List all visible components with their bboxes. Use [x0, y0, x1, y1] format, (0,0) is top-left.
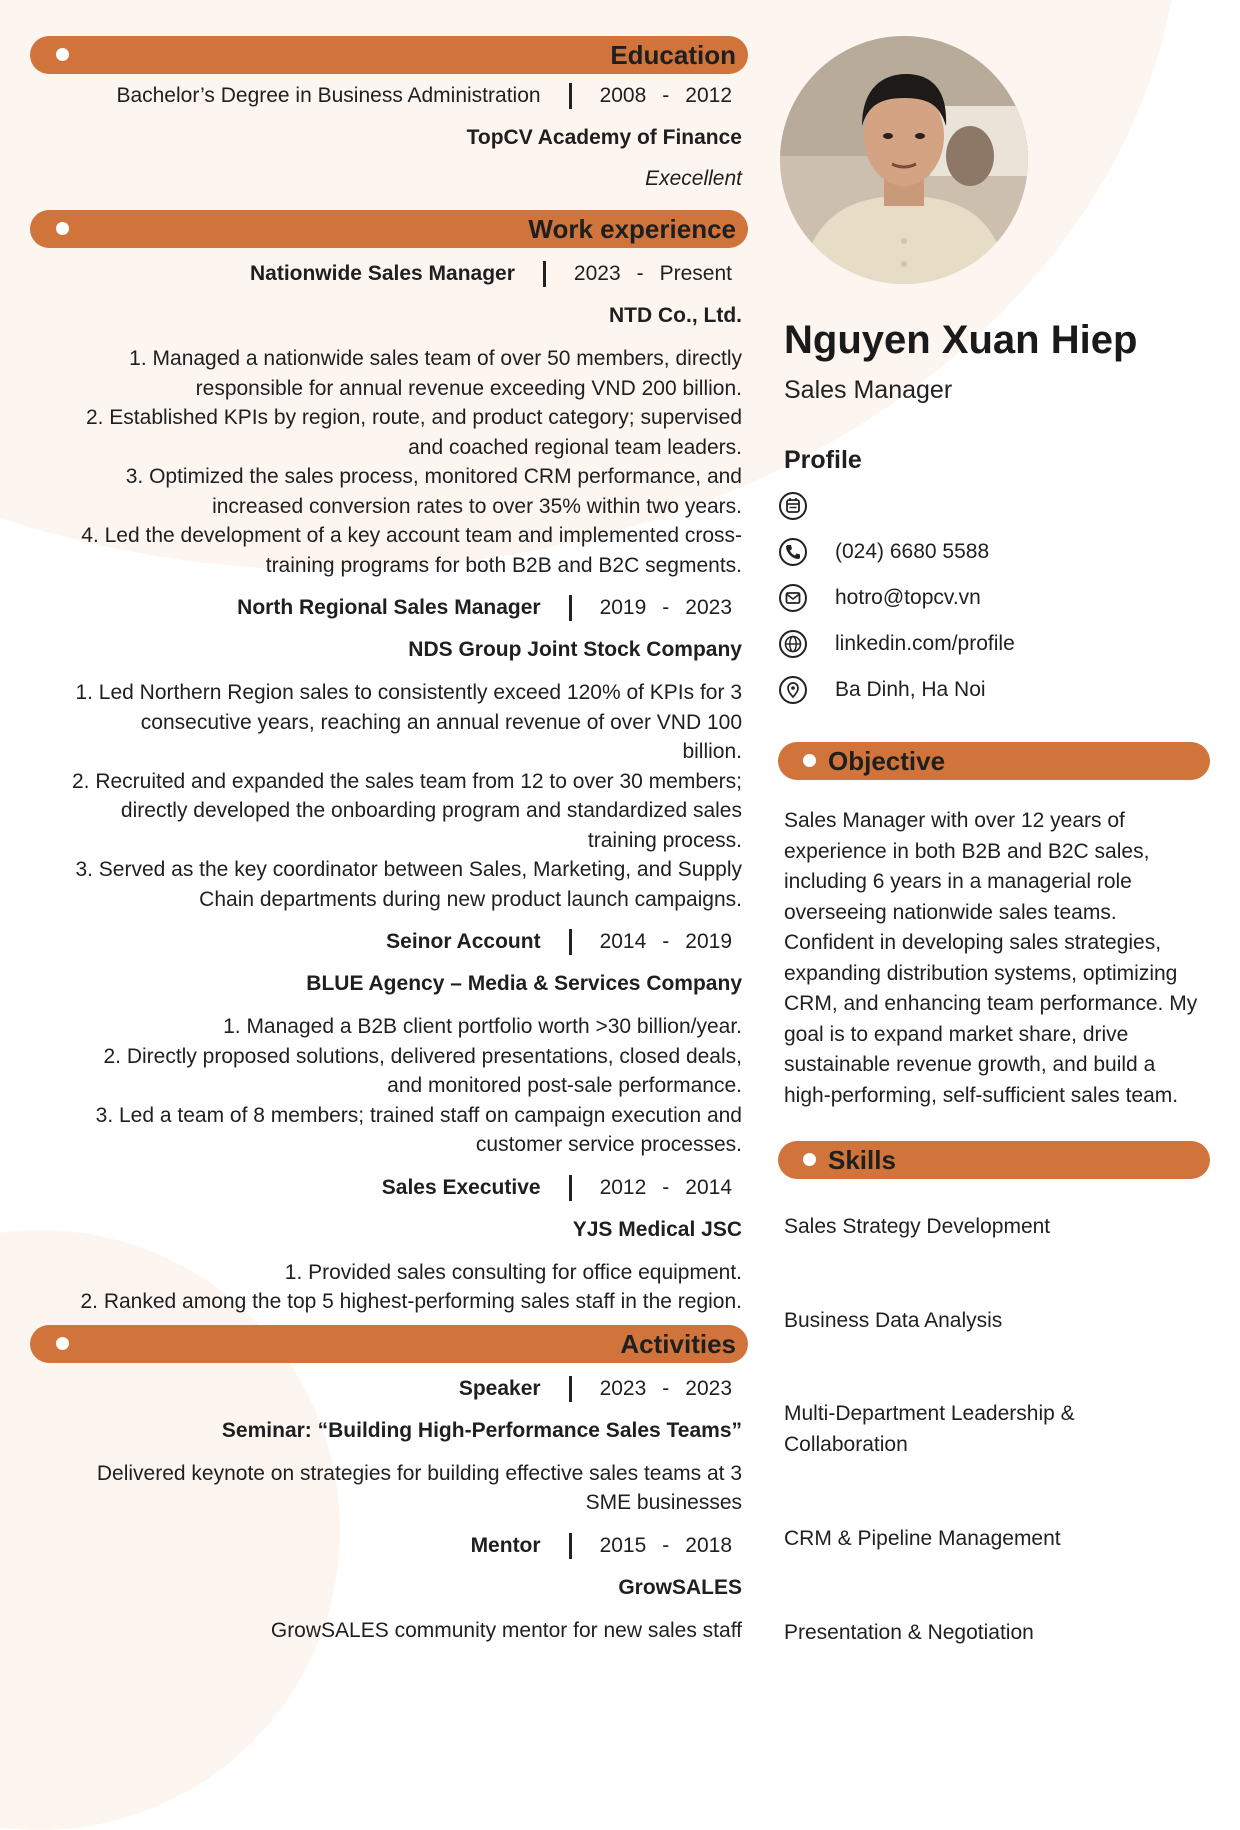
job-role: Nationwide Sales Manager — [249, 262, 515, 285]
activity-end: 2018 — [685, 1533, 732, 1557]
education-header: Bachelor’s Degree in Business Administration 2008 - 2012 — [116, 84, 732, 107]
skill-item: Business Data Analysis — [784, 1309, 1003, 1332]
job-start: 2023 — [573, 262, 621, 285]
contact-website — [778, 624, 1198, 664]
section-title-activities: Activities — [620, 1328, 736, 1359]
contact-text: (024) 6680 5588 — [835, 540, 990, 563]
section-bar-skills — [778, 1141, 1210, 1179]
separator — [569, 1376, 572, 1402]
desc-line: 1. Provided sales consulting for office equipment. — [284, 1260, 742, 1284]
desc-line: training process. — [587, 828, 742, 852]
desc-line: 2. Established KPIs by region, route, and product category; supervised — [85, 406, 742, 429]
contact-text: hotro@topcv.vn — [835, 586, 981, 609]
profile-photo-image — [780, 36, 1028, 284]
location-pin-icon — [778, 675, 808, 705]
education-end: 2012 — [685, 84, 732, 107]
job-description — [30, 678, 748, 914]
job-role: Sales Executive — [381, 1175, 541, 1199]
desc-line: 1. Managed a nationwide sales team of over 50 members, directly — [129, 347, 742, 370]
bullet-dot-icon — [803, 1153, 816, 1166]
degree: Bachelor’s Degree in Business Administration — [116, 84, 541, 107]
desc-line: responsible for annual revenue exceeding VND 200 billion. — [195, 376, 742, 400]
bullet-dot-icon — [56, 48, 69, 61]
desc-line: 1. Led Northern Region sales to consistently exceed 120% of KPIs for 3 — [75, 681, 742, 704]
candidate-name: Nguyen Xuan Hiep — [784, 318, 1138, 362]
desc-line: 1. Managed a B2B client portfolio worth >30 billion/year. — [223, 1015, 742, 1038]
activity-description — [30, 1459, 748, 1518]
activity-role: Mentor — [470, 1533, 541, 1557]
activity-org: GrowSALES — [618, 1575, 742, 1599]
desc-line: customer service processes. — [475, 1133, 742, 1156]
job-end: 2014 — [685, 1175, 732, 1199]
desc-line: 3. Optimized the sales process, monitored CRM performance, and — [125, 465, 742, 488]
section-title-skills: Skills — [828, 1145, 896, 1175]
contact-email — [778, 578, 1198, 618]
job-description — [30, 1012, 748, 1160]
activity-header: Speaker 2023 - 2023 — [458, 1376, 732, 1400]
profile-heading: Profile — [784, 446, 862, 474]
job-end: 2023 — [685, 596, 732, 619]
separator — [569, 1533, 572, 1559]
bullet-dot-icon — [56, 1337, 69, 1350]
desc-line: consecutive years, reaching an annual revenue of over VND 100 — [140, 710, 742, 734]
activity-end: 2023 — [685, 1376, 732, 1400]
left-column — [30, 36, 748, 1653]
job-company: NTD Co., Ltd. — [609, 304, 742, 327]
desc-line: 2. Directly proposed solutions, delivered presentations, closed deals, — [103, 1044, 742, 1068]
separator — [569, 595, 572, 621]
desc-line: Chain departments during new product launch campaigns. — [199, 887, 742, 911]
education-start: 2008 — [599, 84, 647, 107]
activity-org: Seminar: “Building High-Performance Sales Teams” — [221, 1418, 742, 1442]
separator — [569, 83, 572, 109]
section-title-objective: Objective — [828, 746, 946, 776]
phone-icon — [778, 537, 808, 567]
desc-line: SME businesses — [585, 1491, 742, 1514]
skill-item: Sales Strategy Development — [784, 1215, 1051, 1238]
job-description — [30, 344, 748, 580]
bullet-dot-icon — [803, 754, 816, 767]
section-title-education: Education — [610, 40, 736, 70]
desc-line: 3. Served as the key coordinator between Sales, Marketing, and Supply — [75, 858, 742, 881]
desc-line: Delivered keynote on strategies for building effective sales teams at 3 — [96, 1461, 742, 1485]
desc-line: GrowSALES community mentor for new sales staff — [270, 1618, 742, 1642]
job-description — [30, 1258, 748, 1317]
section-title-work: Work experience — [528, 214, 736, 244]
desc-line: training programs for both B2B and B2C segments. — [265, 553, 742, 577]
desc-line: and monitored post-sale performance. — [387, 1074, 742, 1097]
activity-header: Mentor 2015 - 2018 — [470, 1533, 732, 1557]
contact-address — [778, 670, 1198, 710]
desc-line: 2. Ranked among the top 5 highest-performing sales staff in the region. — [80, 1290, 742, 1313]
education-grade: Execellent — [645, 167, 742, 190]
bullet-dot-icon — [56, 222, 69, 235]
objective-text: Sales Manager with over 12 years of experience in both B2B and B2C sales, including 6 years in a managerial role overseeing nationwide sales teams. Confident in developing sales strategies, expanding distribution systems, optimizing CRM, and enhancing team performance. My goal is to expand market share, drive sustainable revenue growth, and build a high-performing, self-sufficient sales team. — [784, 809, 1198, 1107]
job-role: Seinor Account — [386, 930, 541, 953]
globe-icon — [778, 629, 808, 659]
contact-phone — [778, 532, 1198, 572]
separator — [569, 1175, 572, 1201]
job-company: BLUE Agency – Media & Services Company — [306, 972, 742, 995]
candidate-title: Sales Manager — [784, 376, 953, 404]
job-header: Seinor Account 2014 - 2019 — [386, 930, 732, 953]
desc-line: 2. Recruited and expanded the sales team from 12 to over 30 members; — [71, 769, 742, 793]
desc-line: increased conversion rates to over 35% within two years. — [212, 494, 742, 518]
job-end: Present — [659, 262, 732, 285]
job-company: NDS Group Joint Stock Company — [408, 638, 742, 661]
job-role: North Regional Sales Manager — [237, 596, 541, 619]
skill-item: Multi-Department Leadership & Collaboration — [784, 1402, 1075, 1456]
job-header: North Regional Sales Manager 2019 - 2023 — [237, 596, 732, 619]
skill-item: CRM & Pipeline Management — [784, 1527, 1061, 1550]
contact-text: linkedin.com/profile — [835, 632, 1015, 655]
section-bar-objective — [778, 742, 1210, 780]
desc-line: directly developed the onboarding program and standardized sales — [120, 799, 742, 822]
section-bar-education — [30, 36, 748, 74]
separator — [543, 261, 546, 287]
desc-line: billion. — [682, 740, 742, 763]
school-name: TopCV Academy of Finance — [466, 126, 742, 149]
separator — [569, 929, 572, 955]
job-end: 2019 — [685, 930, 732, 953]
desc-line: 4. Led the development of a key account team and implemented cross- — [81, 524, 742, 547]
skill-item: Presentation & Negotiation — [784, 1621, 1034, 1644]
section-bar-activities — [30, 1325, 748, 1363]
job-start: 2019 — [599, 596, 647, 619]
activity-start: 2023 — [599, 1376, 647, 1400]
contact-text: Ba Dinh, Ha Noi — [835, 678, 986, 701]
email-icon — [778, 583, 808, 613]
desc-line: and coached regional team leaders. — [408, 435, 742, 459]
job-start: 2012 — [599, 1175, 647, 1199]
desc-line: 3. Led a team of 8 members; trained staff on campaign execution and — [95, 1103, 742, 1127]
profile-photo — [780, 36, 1028, 284]
job-company: YJS Medical JSC — [572, 1217, 742, 1241]
activity-start: 2015 — [599, 1533, 647, 1557]
activity-description — [30, 1616, 748, 1646]
job-start: 2014 — [599, 930, 647, 953]
section-bar-work — [30, 210, 748, 248]
contact-birthday — [778, 486, 1198, 526]
calendar-icon — [778, 491, 808, 521]
job-header: Nationwide Sales Manager 2023 - Present — [249, 262, 732, 285]
activity-role: Speaker — [458, 1376, 541, 1400]
job-header: Sales Executive 2012 - 2014 — [381, 1175, 732, 1199]
